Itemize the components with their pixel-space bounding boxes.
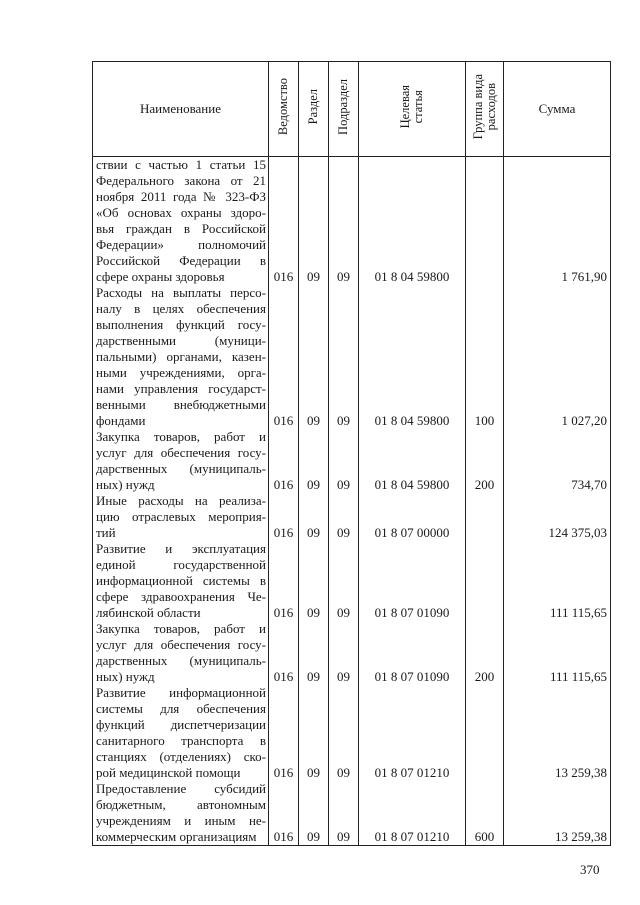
row-name-cell — [93, 157, 269, 286]
row-vedomstvo: 016 — [269, 621, 299, 685]
row-summa: 13 259,38 — [504, 781, 611, 846]
row-name-line: тий — [96, 525, 116, 540]
row-celevaya-statya: 01 8 04 59800 — [359, 157, 466, 286]
row-vedomstvo: 016 — [269, 685, 299, 781]
table-header-row — [93, 62, 611, 157]
row-razdel: 09 — [299, 429, 329, 493]
row-name-line: функций диспетчеризации — [96, 717, 266, 732]
row-name-line: выполнения функций госу- — [96, 317, 266, 332]
row-name-line: санитарного транспорта в — [96, 733, 266, 748]
row-name-line: Федерального закона от 21 — [96, 173, 266, 188]
table-row — [93, 493, 611, 541]
row-name-line: сфере охраны здоровья — [96, 269, 225, 284]
row-name-cell — [93, 493, 269, 541]
row-razdel: 09 — [299, 285, 329, 429]
row-name-line: Закупка товаров, работ и — [96, 429, 266, 444]
header-podrazdel: Подраздел — [329, 62, 359, 157]
row-name-line: учреждениям и иным не- — [96, 813, 266, 828]
table-row — [93, 621, 611, 685]
row-name-line: ных) нужд — [96, 669, 155, 684]
row-name-cell — [93, 781, 269, 846]
row-name-cell — [93, 685, 269, 781]
row-name-line: бюджетным, автономным — [96, 797, 266, 812]
row-name-line: нами управления государст- — [96, 381, 266, 396]
header-celevaya-statya: Целевая статья — [359, 62, 466, 157]
row-name-line: лябинской области — [96, 605, 201, 620]
row-name-cell — [93, 541, 269, 621]
row-celevaya-statya: 01 8 07 01210 — [359, 685, 466, 781]
row-name-line: ноября 2011 года № 323-ФЗ — [96, 189, 266, 204]
header-name: Наименование — [93, 62, 269, 157]
row-celevaya-statya: 01 8 04 59800 — [359, 285, 466, 429]
row-summa: 1 027,20 — [504, 285, 611, 429]
row-name-line: Иные расходы на реализа- — [96, 493, 266, 508]
row-name-line: станциях (отделениях) ско- — [96, 749, 266, 764]
header-vedomstvo: Ведомство — [269, 62, 299, 157]
row-gruppa — [466, 541, 504, 621]
row-summa: 124 375,03 — [504, 493, 611, 541]
row-name-line: Развитие информационной — [96, 685, 266, 700]
row-vedomstvo: 016 — [269, 429, 299, 493]
budget-table — [92, 61, 611, 846]
row-celevaya-statya: 01 8 07 00000 — [359, 493, 466, 541]
row-name-line: рой медицинской помощи — [96, 765, 241, 780]
header-gruppa-vida-rashodov: Группа вида расходов — [466, 62, 504, 157]
row-vedomstvo: 016 — [269, 493, 299, 541]
row-razdel: 09 — [299, 621, 329, 685]
row-summa: 13 259,38 — [504, 685, 611, 781]
row-podrazdel: 09 — [329, 285, 359, 429]
row-name-line: ствии с частью 1 статьи 15 — [96, 157, 266, 172]
row-name-line: дарственными (муници- — [96, 333, 266, 348]
row-name-line: системы для обеспечения — [96, 701, 266, 716]
row-name-cell — [93, 429, 269, 493]
row-vedomstvo: 016 — [269, 781, 299, 846]
row-name-line: Российской Федерации в — [96, 253, 266, 268]
row-podrazdel: 09 — [329, 157, 359, 286]
table-row — [93, 157, 611, 286]
row-gruppa — [466, 493, 504, 541]
row-name-line: Предоставление субсидий — [96, 781, 266, 796]
row-name-line: пальными) органами, казен- — [96, 349, 266, 364]
row-name-line: дарственных (муниципаль- — [96, 461, 266, 476]
row-name-line: ных) нужд — [96, 477, 155, 492]
row-name-line: цию отраслевых мероприя- — [96, 509, 266, 524]
table-row — [93, 781, 611, 846]
row-podrazdel: 09 — [329, 621, 359, 685]
row-celevaya-statya: 01 8 07 01210 — [359, 781, 466, 846]
row-summa: 111 115,65 — [504, 621, 611, 685]
row-podrazdel: 09 — [329, 781, 359, 846]
row-name-line: ными учреждениями, орга- — [96, 365, 266, 380]
row-gruppa: 600 — [466, 781, 504, 846]
row-name-cell — [93, 621, 269, 685]
row-razdel: 09 — [299, 493, 329, 541]
row-gruppa: 100 — [466, 285, 504, 429]
row-gruppa: 200 — [466, 621, 504, 685]
row-name-line: сфере здравоохранения Че- — [96, 589, 266, 604]
row-gruppa: 200 — [466, 429, 504, 493]
row-gruppa — [466, 157, 504, 286]
row-vedomstvo: 016 — [269, 285, 299, 429]
table-body — [93, 157, 611, 846]
table-row — [93, 429, 611, 493]
row-razdel: 09 — [299, 157, 329, 286]
row-name-line: фондами — [96, 413, 146, 428]
row-summa: 111 115,65 — [504, 541, 611, 621]
row-celevaya-statya: 01 8 07 01090 — [359, 621, 466, 685]
row-celevaya-statya: 01 8 07 01090 — [359, 541, 466, 621]
row-name-line: «Об основах охраны здоро- — [96, 205, 266, 220]
row-razdel: 09 — [299, 781, 329, 846]
row-podrazdel: 09 — [329, 685, 359, 781]
row-name-line: Федерации» полномочий — [96, 237, 266, 252]
row-name-line: вья граждан в Российской — [96, 221, 266, 236]
row-podrazdel: 09 — [329, 429, 359, 493]
row-celevaya-statya: 01 8 04 59800 — [359, 429, 466, 493]
header-razdel: Раздел — [299, 62, 329, 157]
table-row — [93, 685, 611, 781]
row-name-line: услуг для обеспечения госу- — [96, 637, 266, 652]
page-number: 370 — [580, 862, 600, 877]
row-name-line: информационной системы в — [96, 573, 266, 588]
row-name-line: налу в целях обеспечения — [96, 301, 266, 316]
row-name-line: коммерческим организациям — [96, 829, 257, 844]
row-vedomstvo: 016 — [269, 541, 299, 621]
row-razdel: 09 — [299, 685, 329, 781]
table-row — [93, 541, 611, 621]
row-vedomstvo: 016 — [269, 157, 299, 286]
row-name-cell — [93, 285, 269, 429]
budget-table-container — [92, 61, 610, 846]
row-name-line: Расходы на выплаты персо- — [96, 285, 266, 300]
row-name-line: венными внебюджетными — [96, 397, 266, 412]
row-razdel: 09 — [299, 541, 329, 621]
row-podrazdel: 09 — [329, 541, 359, 621]
row-podrazdel: 09 — [329, 493, 359, 541]
row-gruppa — [466, 685, 504, 781]
table-row — [93, 285, 611, 429]
row-summa: 1 761,90 — [504, 157, 611, 286]
row-summa: 734,70 — [504, 429, 611, 493]
row-name-line: единой государственной — [96, 557, 266, 572]
row-name-line: дарственных (муниципаль- — [96, 653, 266, 668]
row-name-line: Развитие и эксплуатация — [96, 541, 266, 556]
header-summa: Сумма — [504, 62, 611, 157]
row-name-line: Закупка товаров, работ и — [96, 621, 266, 636]
row-name-line: услуг для обеспечения госу- — [96, 445, 266, 460]
